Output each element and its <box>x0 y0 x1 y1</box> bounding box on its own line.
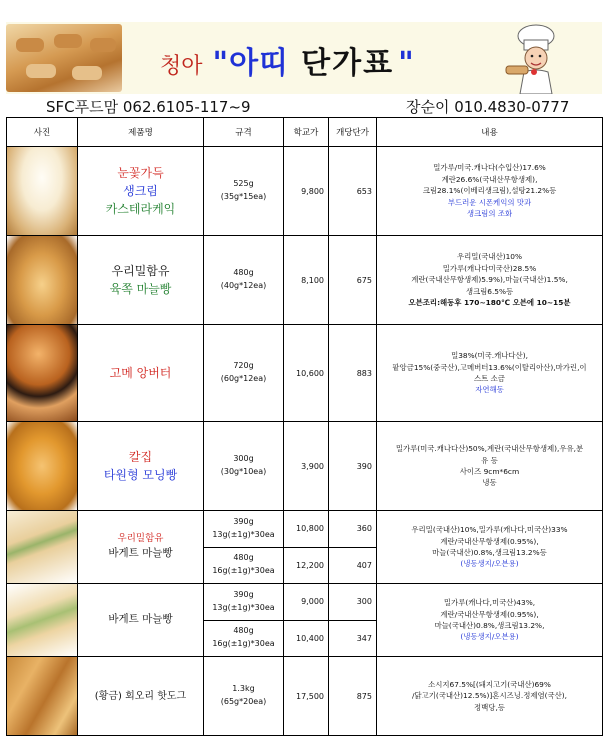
product-name-line: 바게트 마늘빵 <box>108 613 173 626</box>
product-spec <box>204 147 284 236</box>
unit-price: 347 <box>329 620 377 657</box>
product-description <box>377 236 603 325</box>
product-description <box>377 147 603 236</box>
description-line: 밀가루(캐나다,미국산)43%, <box>443 598 536 608</box>
product-photo <box>7 657 78 736</box>
product-name <box>78 584 204 657</box>
bread-loaf-image <box>6 24 122 92</box>
description-line: 밀가루(미국.캐나다산)50%,계란(국내산무항생제),우유,분 <box>395 444 584 454</box>
contact-left: SFC푸드맘 062.6105-117~9 <box>46 98 251 116</box>
product-spec <box>204 422 284 511</box>
description-line: 계란/국내산무항생제(0.95%), <box>440 536 539 546</box>
product-photo <box>7 147 78 236</box>
product-name-line: (황금) 회오리 핫도그 <box>94 690 187 702</box>
product-name-line: 타원형 모닝빵 <box>103 468 178 482</box>
unit-price: 300 <box>329 584 377 621</box>
quote-open: " <box>212 46 230 81</box>
product-name-line: 우리밀함유 <box>117 533 164 544</box>
product-name-line: 육쪽 마늘빵 <box>109 282 172 296</box>
product-name-line: 칼집 <box>128 450 153 464</box>
description-line: 마늘(국내산)0.8%,생크림13.2%, <box>434 621 545 630</box>
product-image <box>7 511 77 583</box>
description-line: 계란(국내산무항생제)5.9%),마늘(국내산)1.5%, <box>411 275 568 285</box>
product-name-line: 고메 앙버터 <box>109 366 172 380</box>
product-description <box>377 584 603 657</box>
unit-price: 883 <box>329 325 377 422</box>
price-list-title: 단가표 <box>301 46 395 81</box>
product-name-line: 카스테라케익 <box>105 202 176 216</box>
product-name <box>78 147 204 236</box>
product-spec <box>204 620 284 657</box>
table-row <box>7 511 603 548</box>
product-photo <box>7 236 78 325</box>
description-line: 정백당,등 <box>474 702 505 712</box>
table-row <box>7 584 603 621</box>
product-name <box>78 236 204 325</box>
spec-line: 480g <box>233 268 254 278</box>
table-row <box>7 147 603 236</box>
product-spec <box>204 236 284 325</box>
unit-price: 390 <box>329 422 377 511</box>
school-price: 10,400 <box>284 620 329 657</box>
description-line: /닭고기(국내산)12.5%)]혼시즈닝.정제염(국산), <box>411 691 568 701</box>
school-price: 9,000 <box>284 584 329 621</box>
spec-line: 13g(±1g)*30ea <box>212 602 275 612</box>
school-price: 3,900 <box>284 422 329 511</box>
spec-line: 480g <box>233 626 254 636</box>
col-header-school-price: 학교가 <box>284 118 329 147</box>
product-spec <box>204 657 284 736</box>
description-line: 밀가루(캐나다미국산)28.5% <box>442 263 537 273</box>
description-line: 생크림6.5%등 <box>465 286 514 296</box>
description-line: 우리밀(국내산)10% <box>456 252 523 262</box>
spec-line: (35g*15ea) <box>220 192 267 201</box>
description-line: 밀38%(미국.캐나다산), <box>451 351 528 361</box>
product-spec <box>204 547 284 584</box>
col-header-photo: 사진 <box>7 118 78 147</box>
col-header-product: 제품명 <box>78 118 204 147</box>
table-row <box>7 236 603 325</box>
price-table <box>6 117 603 736</box>
description-line: 자연해동 <box>475 385 504 395</box>
product-description <box>377 325 603 422</box>
spec-line: 390g <box>233 516 254 526</box>
description-line: 크림28.1%(이베리생크림),설탕21.2%등 <box>422 186 557 196</box>
col-header-unit-price: 개당단가 <box>329 118 377 147</box>
product-spec <box>204 325 284 422</box>
product-name-line: 바게트 마늘빵 <box>108 547 173 560</box>
school-price: 9,800 <box>284 147 329 236</box>
description-line: 계란/국내산무항생제(0.95%), <box>440 609 539 619</box>
description-line: 사이즈 9cm*6cm <box>459 467 520 476</box>
description-line: 생크림의 조화 <box>466 209 513 219</box>
description-line: 우리밀(국내산)10%,밀가루(캐나다,미국산)33% <box>411 525 568 535</box>
product-name-line: 눈꽃가득 <box>117 166 164 180</box>
product-name-line: 생크림 <box>123 184 158 198</box>
spec-line: (40g*12ea) <box>220 281 267 290</box>
contact-right: 장순이 010.4830-0777 <box>406 98 570 116</box>
product-image <box>7 236 77 324</box>
spec-line: 16g(±1g)*30ea <box>212 566 275 576</box>
product-photo <box>7 511 78 584</box>
school-price: 10,800 <box>284 511 329 548</box>
table-row <box>7 657 603 736</box>
school-price: 10,600 <box>284 325 329 422</box>
product-name <box>78 422 204 511</box>
unit-price: 653 <box>329 147 377 236</box>
table-row <box>7 422 603 511</box>
product-spec <box>204 584 284 621</box>
school-price: 12,200 <box>284 547 329 584</box>
unit-price: 407 <box>329 547 377 584</box>
school-price: 8,100 <box>284 236 329 325</box>
product-photo <box>7 325 78 422</box>
table-row <box>7 325 603 422</box>
spec-line: 525g <box>233 179 254 189</box>
product-image <box>7 584 77 656</box>
table-header-row <box>7 118 603 147</box>
description-line: 부드러운 시폰케익의 맛과 <box>447 197 532 207</box>
spec-line: 300g <box>233 454 254 464</box>
brand-prefix: 청아 <box>160 54 203 79</box>
page-title <box>160 38 414 81</box>
product-photo <box>7 584 78 657</box>
spec-line: 13g(±1g)*30ea <box>212 529 275 539</box>
product-name <box>78 325 204 422</box>
description-line: 냉동 <box>482 478 497 488</box>
product-name <box>78 657 204 736</box>
product-spec <box>204 511 284 548</box>
description-line: 마늘(국내산)0.8%,생크림13.2%등 <box>432 548 547 557</box>
product-image <box>7 325 77 421</box>
product-image <box>7 422 77 510</box>
description-line: (냉동생지/오븐용) <box>460 632 519 642</box>
description-line: (냉동생지/오븐용) <box>460 559 519 569</box>
spec-line: (65g*20ea) <box>220 697 267 706</box>
description-line: 오븐조리:해동후 170~180℃ 오븐에 10~15분 <box>408 298 571 308</box>
spec-line: (60g*12ea) <box>220 374 267 383</box>
product-name <box>78 511 204 584</box>
spec-line: 1.3kg <box>232 684 255 694</box>
product-image <box>7 657 77 735</box>
spec-line: 720g <box>233 361 254 371</box>
quote-close: " <box>398 46 414 81</box>
description-line: 밀가루/미국.캐나다(수입산)17.6% <box>433 163 546 173</box>
unit-price: 360 <box>329 511 377 548</box>
col-header-description: 내용 <box>377 118 603 147</box>
description-line: 소시지67.5%[(돼지고기(국내산)69% <box>428 679 551 689</box>
spec-line: 390g <box>233 589 254 599</box>
product-photo <box>7 422 78 511</box>
description-line: 계란26.6%(국내산무항생제), <box>441 174 538 184</box>
spec-line: 16g(±1g)*30ea <box>212 639 275 649</box>
description-line: 유 등 <box>481 455 498 465</box>
unit-price: 875 <box>329 657 377 736</box>
product-description <box>377 422 603 511</box>
product-image <box>7 147 77 235</box>
unit-price: 675 <box>329 236 377 325</box>
product-description <box>377 657 603 736</box>
brand-name: 아띠 <box>229 46 290 81</box>
spec-line: (30g*10ea) <box>220 467 267 476</box>
chef-illustration <box>496 22 574 94</box>
col-header-spec: 규격 <box>204 118 284 147</box>
spec-line: 480g <box>233 553 254 563</box>
product-description <box>377 511 603 584</box>
school-price: 17,500 <box>284 657 329 736</box>
description-line: 스트 소금 <box>474 374 505 383</box>
description-line: 팥앙금15%(중국산),고메버터13.6%(이탈리아산),마가린,이 <box>392 362 587 372</box>
product-name-line: 우리밀함유 <box>111 264 170 278</box>
